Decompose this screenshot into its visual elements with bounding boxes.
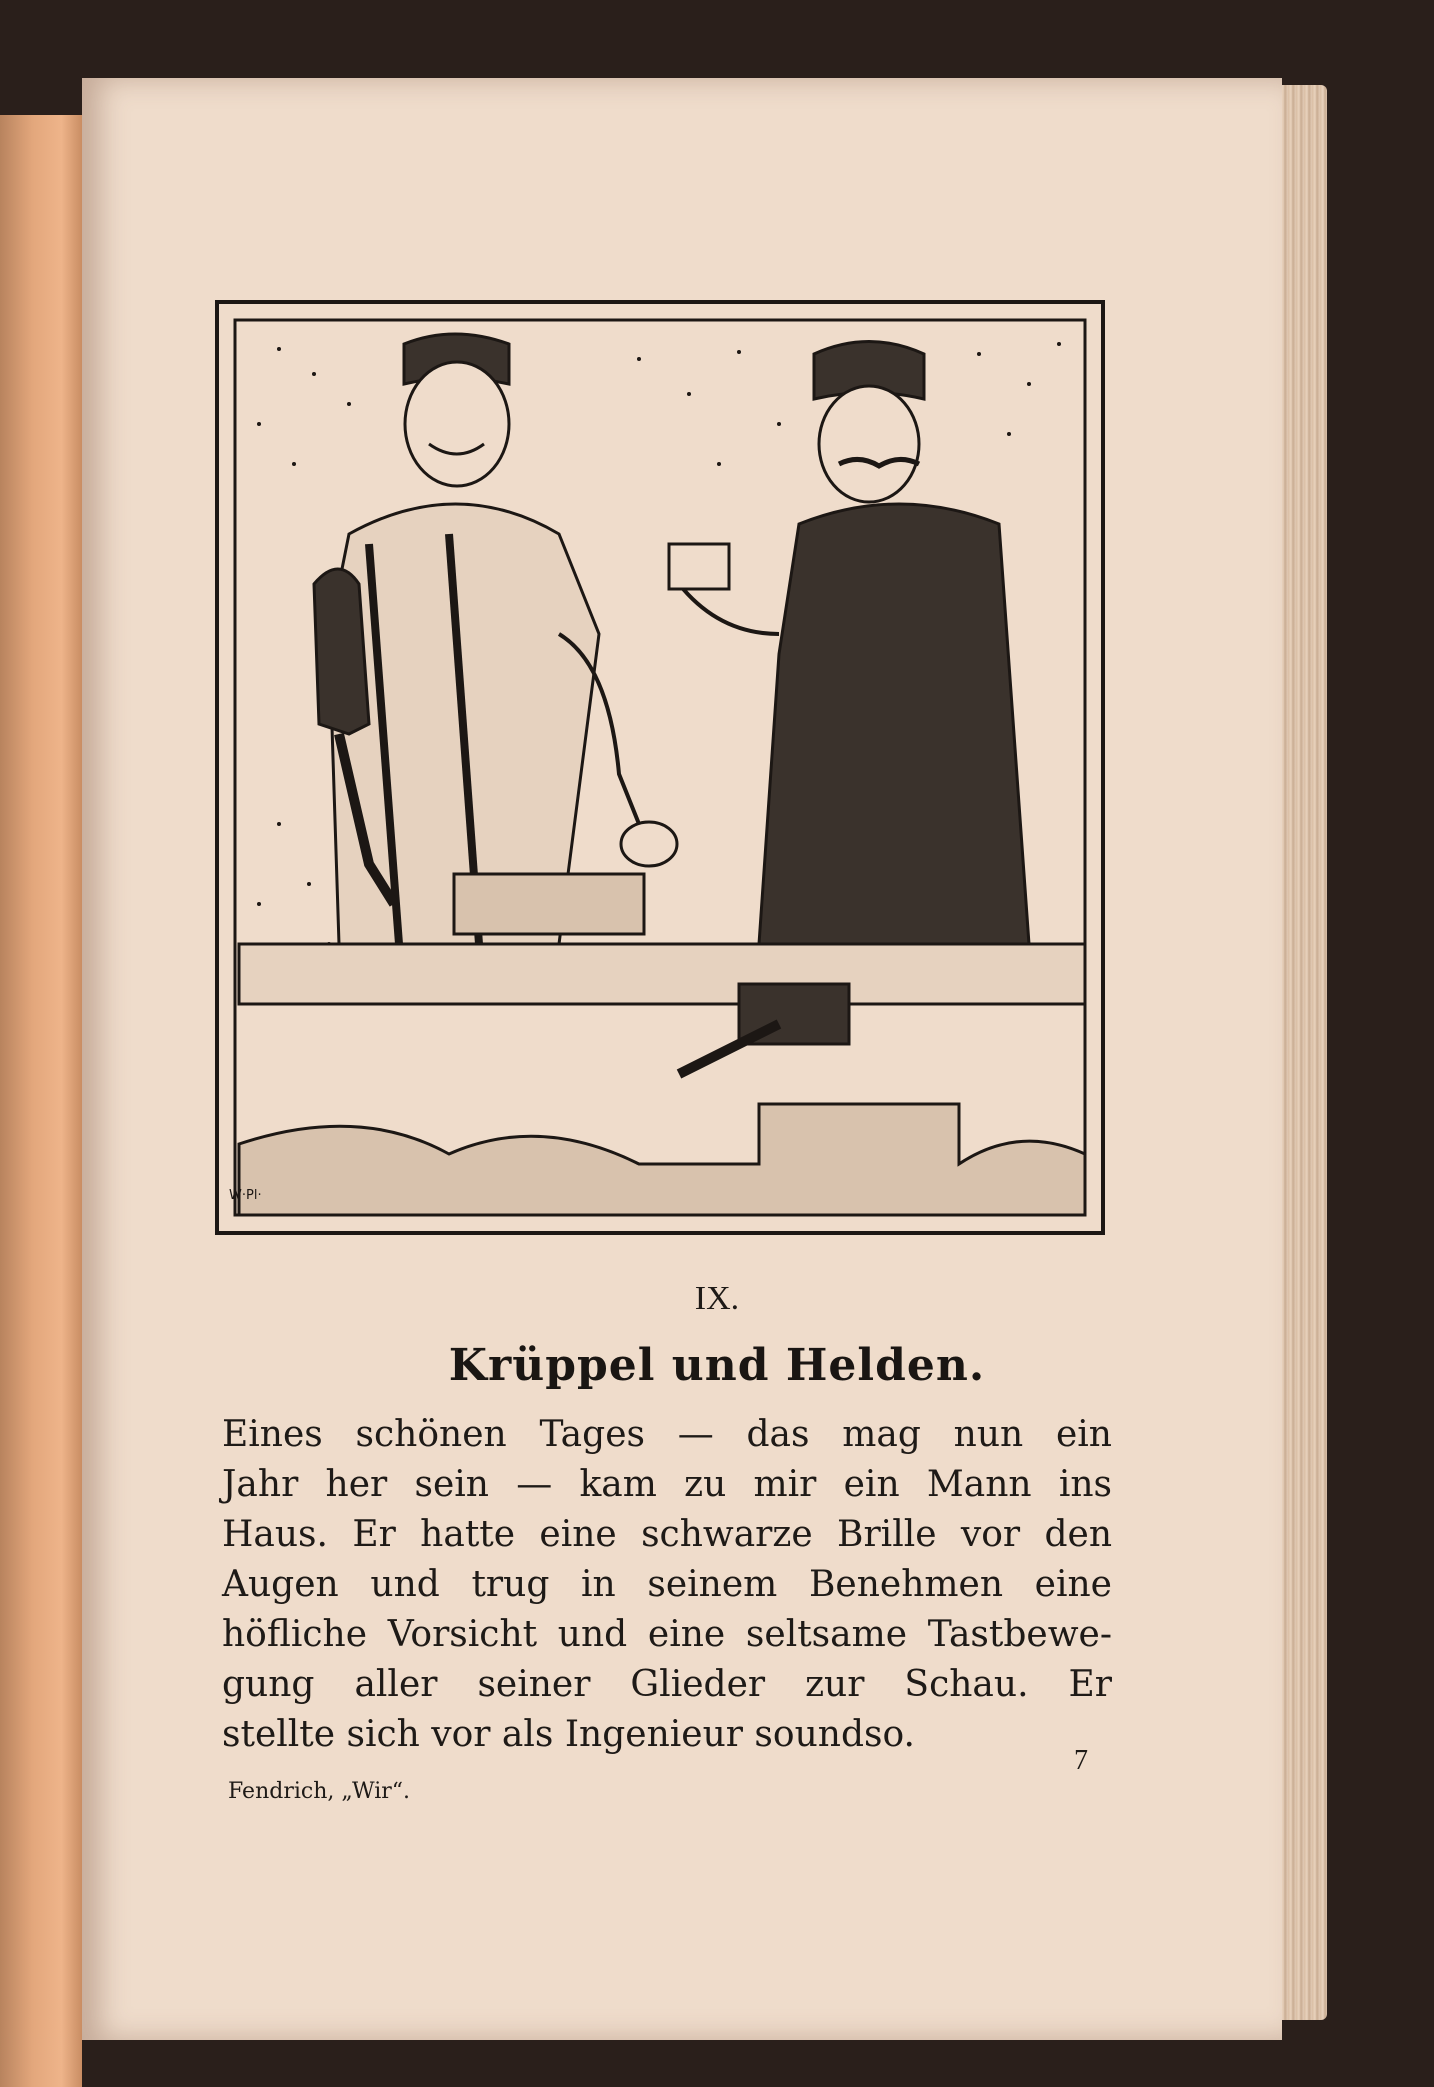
woodcut-illustration (215, 300, 1105, 1235)
text-line: Eines schönen Tages — das mag nun ein (222, 1414, 1112, 1455)
page-number: 7 (1074, 1745, 1088, 1776)
artist-monogram: W·Pl· (229, 1188, 262, 1203)
signature-mark: Fendrich, „Wir“. (228, 1779, 410, 1804)
text-line: höfliche Vorsicht und eine seltsame Tastbewe- (222, 1614, 1112, 1655)
text-line: Jahr her sein — kam zu mir ein Mann ins (222, 1464, 1112, 1505)
left-page-edge (0, 115, 82, 2087)
body-paragraph (222, 1410, 1112, 1760)
chapter-title: Krüppel und Helden. (448, 1340, 986, 1391)
illustration-drawing (219, 304, 1101, 1231)
text-line: Haus. Er hatte eine schwarze Brille vor den (222, 1514, 1112, 1555)
chapter-number: IX. (694, 1280, 740, 1317)
text-line: Augen und trug in seinem Benehmen eine (222, 1564, 1112, 1605)
text-line: stellte sich vor als Ingenieur soundso. (222, 1714, 915, 1755)
text-line: gung aller seiner Glieder zur Schau. Er (222, 1664, 1112, 1705)
